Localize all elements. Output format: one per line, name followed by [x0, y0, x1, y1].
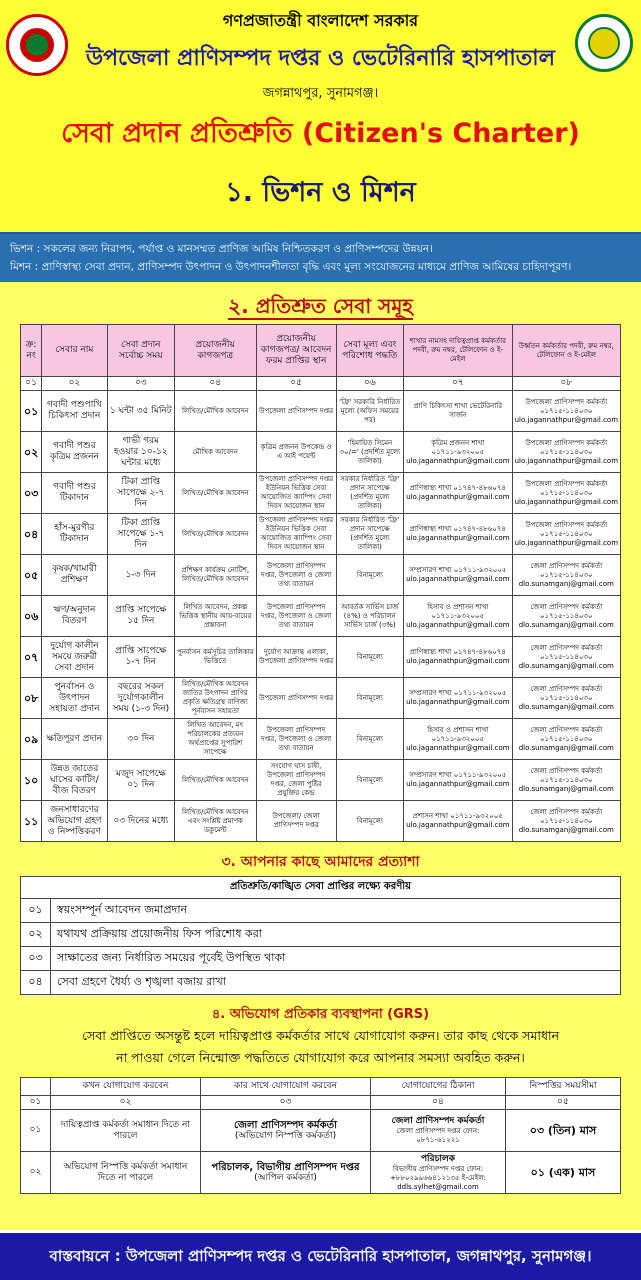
grs-who-subtitle: (আপিল কর্মকর্তা): [254, 1172, 317, 1183]
vision-text: ভিশন : সকলের জন্য নিরাপদ, পর্যাপ্ত ও মানসম্মত প্রাণিজ আমিষ নিশ্চিতকরণ ও প্রাণিসম্পদের উন্নয়ন।: [10, 243, 433, 255]
section1-title: ১. ভিশন ও মিশন: [225, 177, 416, 208]
service-documents: প্রশিক্ষণ কার্যক্রম নোটিশ, লিখিত/মৌখিক আবেদন: [175, 555, 257, 596]
column-number: ০২: [42, 377, 107, 391]
service-officer: প্রশাসন শাখা ০১৭১১-৯৩২০০৫ ulo.jagannathpur@gmail.com: [404, 801, 513, 842]
service-documents: মৌখিক আবেদন: [175, 432, 257, 473]
service-fee: বিনামূল্যে: [336, 678, 403, 719]
service-serial: ১১: [21, 801, 42, 842]
service-serial: ০৪: [21, 514, 42, 555]
expectation-number: ০১: [21, 899, 51, 923]
expectations-table: [20, 876, 621, 995]
column-number: ০৮: [512, 377, 620, 391]
service-place: কৃত্রিম প্রজনন উপকেন্দ্র ও এ আই পয়েন্ট: [256, 432, 336, 473]
grs-column-number: ০২: [51, 1096, 201, 1110]
column-number: ০৪: [175, 377, 257, 391]
service-name: জনসাধারণের অভিযোগ গ্রহণ ও নিষ্পত্তিকরণ: [42, 801, 107, 842]
service-senior-officer: উপজেলা প্রাণিসম্পদ কর্মকর্তা ০১৭১৫-১১৪০৩০ ulo.jagannathpur@gmail.com: [512, 514, 620, 555]
footer-banner: বাস্তবায়নে : উপজেলা প্রাণিসম্পদ দপ্তর ও ভেটেরিনারি হাসপাতাল, জগন্নাথপুর, সুনামগঞ্জ।: [0, 1230, 641, 1280]
service-documents: পুনর্বাসন কর্মসূচির তালিকার ভিত্তিতে: [175, 637, 257, 678]
service-name: পুনর্বাসন ও উৎপাদন সহায়তা প্রদান: [42, 678, 107, 719]
service-time: ১ ঘন্টা ৩৫ মিনিট: [107, 391, 174, 432]
services-table: [20, 324, 621, 842]
service-fee: সরকার নির্ধারিত 'ফ্রি' প্রদান সাপেক্ষে (প্রদর্শিত মূল্যে তালিকা): [336, 514, 403, 555]
grs-when: অভিযোগ নিস্পত্তি কর্মকর্তা সমাধান দিতে না পারলে: [51, 1152, 201, 1194]
service-documents: লিখিত আবেদন, মৎ পরিচালকের প্রত্যয়ন অর্থপ্রাপ্তের সুপারিশ সাপেক্ষে: [175, 719, 257, 760]
service-name: হাঁস-মুরগীর টিকাদান: [42, 514, 107, 555]
service-row: [21, 432, 621, 473]
service-time: প্রাপ্তি সাপেক্ষে ১-৭ দিন: [107, 637, 174, 678]
service-serial: ০৭: [21, 637, 42, 678]
service-officer: সম্প্রসারণ শাখা ০১৭১১-৯৩২০০৫ ulo.jagannathpur@gmail.com: [404, 678, 513, 719]
expectation-number: ০২: [21, 923, 51, 947]
service-officer: হিসাব ও প্রশাসন শাখা ০১৭১১-৯৩২০০৫ ulo.jagannathpur@gmail.com: [404, 596, 513, 637]
expectations-header-row: [21, 877, 621, 899]
header-cell: প্রয়োজনীয় কাগজপত্র/ আবেদন ফরম প্রাপ্তির স্থান: [256, 325, 336, 377]
service-senior-officer: জেলা প্রাণিসম্পদ কর্মকর্তা ০১৭১৫-১১৪০৩০ dlo.sunamganj@gmail.com: [512, 596, 620, 637]
service-row: [21, 391, 621, 432]
office-title: উপজেলা প্রাণিসম্পদ দপ্তর ও ভেটেরিনারি হাসপাতাল: [85, 46, 556, 71]
charter-title: সেবা প্রদান প্রতিশ্রুতি (Citizen's Charter): [61, 118, 580, 149]
header-cell: সেবা মূল্য এবং পরিশোধ পদ্ধতি: [336, 325, 403, 377]
service-senior-officer: উপজেলা প্রাণিসম্পদ কর্মকর্তা ০১৭১৫-১১৪০৩০ ulo.jagannathpur@gmail.com: [512, 432, 620, 473]
grs-header-cell: কখন যোগাযোগ করবেন: [51, 1078, 201, 1096]
service-fee: আবর্তক সার্ভিস চার্জ (৪%) ও পরিচালন সার্ভিস চার্জ (৩%): [336, 596, 403, 637]
service-time: টিকা প্রাপ্তি সাপেক্ষে ২-৭ দিন: [107, 473, 174, 514]
service-documents: লিখিত/মৌখিক আবেদন: [175, 391, 257, 432]
grs-column-number: ০৩: [201, 1096, 371, 1110]
section4-title: ৪. অভিযোগ প্রতিকার ব্যবস্থাপনা (GRS): [211, 1007, 430, 1022]
expectation-text: যথাযথ প্রক্রিয়ায় প্রয়োজনীয় ফিস পরিশোধ করা: [51, 923, 621, 947]
header: [0, 0, 641, 232]
grs-address-detail: জেলা প্রাণিসম্পদ দপ্তর ফোন: ০৮৭১-৬১২২১: [396, 1127, 480, 1144]
service-name: কৃষক/খামারী প্রশিক্ষণ: [42, 555, 107, 596]
header-cell: ক্র: নং: [21, 325, 42, 377]
expectation-text: সাক্ষাতের জন্য নির্ধারিত সময়ের পূর্বেই উপস্থিত থাকা: [51, 947, 621, 971]
seal-map-icon: [26, 34, 48, 56]
grs-who-title: পরিচালক, বিভাগীয় প্রাণিসম্পদ দপ্তর: [211, 1161, 360, 1173]
expectation-row: [21, 899, 621, 923]
grs-address: [371, 1152, 506, 1194]
service-fee: বিনামূল্যে: [336, 801, 403, 842]
service-documents: লিখিত/মৌখিক আবেদন এবং সংশ্লিষ্ট প্রমাণক ডকুমেন্ট: [175, 801, 257, 842]
grs-row: [21, 1152, 621, 1194]
service-place: উপজেলা প্রাণিসম্পদ দপ্তর, উপজেলা ও জেলা তথ্য বাতায়ন: [256, 719, 336, 760]
grs-body: [21, 1110, 621, 1194]
service-senior-officer: জেলা প্রাণিসম্পদ কর্মকর্তা ০১৭১৫-১১৪০৩০ dlo.sunamganj@gmail.com: [512, 555, 620, 596]
service-fee: বিনামূল্যে: [336, 555, 403, 596]
service-name: গবাদী পশুর কৃত্রিম প্রজনন: [42, 432, 107, 473]
header-cell: উর্ধ্বতন কর্মকর্তার পদবী, রুম নম্বর, টেলিফোন ও ই-মেইল: [512, 325, 620, 377]
government-title: গণপ্রজাতন্ত্রী বাংলাদেশ সরকার: [222, 11, 419, 30]
service-name: ক্ষতিপূরণ প্রদান: [42, 719, 107, 760]
header-cell: শাখার নামসহ দায়িত্বপ্রাপ্ত কর্মকর্তার পদবী, রুম নম্বর, টেলিফোন ও ই-মেইল: [404, 325, 513, 377]
service-place: উপজেলা প্রাণিসম্পদ দপ্তর, উপজেলা ও জেলা তথ্য বাতায়ন: [256, 555, 336, 596]
service-serial: ০৩: [21, 473, 42, 514]
government-seal-logo: [6, 14, 68, 76]
service-documents: লিখিত/মৌখিক আবেদন: [175, 760, 257, 801]
service-row: [21, 678, 621, 719]
service-time: টিকা প্রাপ্তি সাপেক্ষে ১-৭ দিন: [107, 514, 174, 555]
services-header-row: [21, 325, 621, 377]
service-serial: ০৫: [21, 555, 42, 596]
service-fee: বিনামূল্যে: [336, 637, 403, 678]
service-row: [21, 637, 621, 678]
service-senior-officer: জেলা প্রাণিসম্পদ কর্মকর্তা ০১৭১৫-১১৪০৩০ dlo.sunamganj@gmail.com: [512, 719, 620, 760]
service-fee: বিনামূল্যে: [336, 760, 403, 801]
service-fee: সরকার নির্ধারিত 'ফ্রি' প্রদান সাপেক্ষে (প্রদর্শিত মূল্যে তালিকা): [336, 473, 403, 514]
grs-header-cell: কার সাথে যোগাযোগ করবেন: [201, 1078, 371, 1096]
services-body: [21, 391, 621, 842]
expectation-row: [21, 947, 621, 971]
column-number: ০৭: [404, 377, 513, 391]
column-number: ০১: [21, 377, 42, 391]
grs-table: [20, 1077, 621, 1194]
service-officer: সম্প্রসারণ শাখা ০১৭১১-৯৩২০০৫ ulo.jagannathpur@gmail.com: [404, 555, 513, 596]
section3-title: ৩. আপনার কাছে আমাদের প্রত্যাশা: [221, 854, 420, 870]
service-place: সংযোগ ঘাস চাষী, উপজেলা প্রাণিসম্পদ দপ্তর, জেলা পুষ্টির প্রযুক্তির কেন্দ্র: [256, 760, 336, 801]
service-officer: প্রাণিস্বাস্থ্য শাখা ০১৭৪৭-৪৮৬০৭৪ ulo.jagannathpur@gmail.com: [404, 473, 513, 514]
service-time: প্রাপ্তি সাপেক্ষে ১৫ দিন: [107, 596, 174, 637]
grs-address: [371, 1110, 506, 1152]
grs-intro-line: না পাওয়া গেলে নিন্মোক্ত পদ্ধতিতে যোগাযোগ করে আপনার সমস্যা অবহিত করুন।: [116, 1050, 525, 1065]
grs-address-title: পরিচালক: [420, 1153, 456, 1164]
service-senior-officer: জেলা প্রাণিসম্পদ কর্মকর্তা ০১৭১৫-১১৪০৩০ dlo.sunamganj@gmail.com: [512, 760, 620, 801]
service-name: গবাদী পশুপাখি চিকিৎসা প্রদান: [42, 391, 107, 432]
grs-who-title: জেলা প্রাণিসম্পদ কর্মকর্তা: [234, 1119, 337, 1131]
service-name: দুর্যোগ কালীন সময়ে জরুরী সেবা প্রদান: [42, 637, 107, 678]
grs-number-row: [21, 1096, 621, 1110]
grs-header-cell: নিস্পত্তির সময়সীমা: [506, 1078, 621, 1096]
header-cell: সেবার নাম: [42, 325, 107, 377]
service-serial: ০২: [21, 432, 42, 473]
grs-column-number: ০৪: [371, 1096, 506, 1110]
vision-mission-banner: [0, 232, 641, 282]
service-fee: বিনামূল্যে: [336, 719, 403, 760]
service-documents: লিখিত/মৌখিক আবেদন: [175, 473, 257, 514]
grs-header-row: [21, 1078, 621, 1096]
service-senior-officer: জেলা প্রাণিসম্পদ কর্মকর্তা ০১৭১৫-১১৪০৩০ dlo.sunamganj@gmail.com: [512, 637, 620, 678]
service-serial: ০৬: [21, 596, 42, 637]
service-senior-officer: উপজেলা প্রাণিসম্পদ কর্মকর্তা ০১৭১৫-১১৪০৩০ ulo.jagannathpur@gmail.com: [512, 391, 620, 432]
column-number: ০৬: [336, 377, 403, 391]
expectation-number: ০৩: [21, 947, 51, 971]
service-name: গবাদী পশুর টিকাদান: [42, 473, 107, 514]
service-place: উপজেলা প্রাণিসম্পদ দপ্তর ইউনিয়ন ভিত্তিক সেবা আয়োজিত ক্যাম্পিং সেবা দিবস আয়োজন স্থান: [256, 514, 336, 555]
service-row: [21, 555, 621, 596]
mission-text: মিশন : প্রাণিস্বাস্থ্য সেবা প্রদান, প্রাণিসম্পদ উৎপাদন ও উৎপাদনশীলতা বৃদ্ধি এবং মূল্য সংযোজনের মাধ্যমে প্রাণিজ আমিষের চাহিদাপূরণ।: [10, 261, 572, 273]
expectation-row: [21, 971, 621, 995]
service-time: ১-৩ দিন: [107, 555, 174, 596]
service-time: ০৩ দিনের মধ্যে: [107, 801, 174, 842]
column-number: ০৫: [256, 377, 336, 391]
expectation-number: ০৪: [21, 971, 51, 995]
service-serial: ০৯: [21, 719, 42, 760]
service-row: [21, 760, 621, 801]
service-row: [21, 596, 621, 637]
grs-serial: ০২: [21, 1152, 51, 1194]
service-place: উপজেলা প্রাণিসম্পদ দপ্তর: [256, 678, 336, 719]
service-time: মজুদ সাপেক্ষে ০১ দিন: [107, 760, 174, 801]
service-place: উপজেলা প্রাণিসম্পদ দপ্তর ইউনিয়ন ভিত্তিক সেবা আয়োজিত ক্যাম্পিং সেবা দিবস আয়োজন স্থান: [256, 473, 336, 514]
livestock-emblem-icon: [588, 27, 620, 59]
service-serial: ০৮: [21, 678, 42, 719]
service-time: বছরের সকল দুর্যোগকালীন সময় (১-৩ দিন): [107, 678, 174, 719]
grs-header-cell: [21, 1078, 51, 1096]
service-name: উন্নত জাতের ঘাসের কাটিং/বীজ বিতরণ: [42, 760, 107, 801]
service-senior-officer: জেলা প্রাণিসম্পদ কর্মকর্তা ০১৭১৫-১১৪০৩০ dlo.sunamganj@gmail.com: [512, 678, 620, 719]
service-row: [21, 514, 621, 555]
grs-address-detail: বিভাগীয় প্রাণিসম্পদ দপ্তর ফোন: +৮৮০২৯৯৬৬৪১২১৩৫ ই-মেইল: ddls.sylhet@gmail.com: [390, 1164, 486, 1191]
grs-who-subtitle: (অভিযোগ নিস্পত্তি কর্মকর্তা): [234, 1130, 337, 1141]
service-place: দুর্যোগ আক্রান্ত এলাকা, উপজেলা প্রাণিসম্পদ দপ্তর: [256, 637, 336, 678]
service-time: ৩০ দিন: [107, 719, 174, 760]
grs-who: [201, 1110, 371, 1152]
service-name: ঋণ/অনুদান বিতরণ: [42, 596, 107, 637]
service-officer: সম্প্রসারণ শাখা ০১৭১১-৯৩২০০৫ ulo.jagannathpur@gmail.com: [404, 760, 513, 801]
service-documents: লিখিত/মৌখিক আবেদন: [175, 514, 257, 555]
expectations-header: প্রতিশ্রুতি/কাঙ্খিত সেবা প্রাপ্তির লক্ষ্যে করণীয়: [21, 877, 621, 899]
grs-column-number: ০১: [21, 1096, 51, 1110]
grs-serial: ০১: [21, 1110, 51, 1152]
service-officer: প্রাণি চিকিৎসা শাখা ভেটেরিনারি সার্জন: [404, 391, 513, 432]
service-senior-officer: জেলা প্রাণিসম্পদ কর্মকর্তা ০১৭১৫-১১৪০৩০ dlo.sunamganj@gmail.com: [512, 801, 620, 842]
service-documents: লিখিত/মৌখিক আবেদন জাতির উৎপাদন প্রাণির প্রকৃতি ক্ষতিগ্রস্থ বাণিজ্য পূর্নবাসন সহায়তা: [175, 678, 257, 719]
grs-intro: [0, 1025, 641, 1075]
livestock-department-logo: [575, 14, 633, 72]
service-officer: কৃত্রিম প্রজনন শাখা ০১৭১১-৯৩২০০৫ ulo.jagannathpur@gmail.com: [404, 432, 513, 473]
service-senior-officer: উপজেলা প্রাণিসম্পদ কর্মকর্তা ০১৭১৫-১১৪০৩০ ulo.jagannathpur@gmail.com: [512, 473, 620, 514]
service-documents: লিখিত আবেদন, প্রকল্প ভিত্তিক স্থানীয় আয়-ব্যয়ের প্রস্তাবনা: [175, 596, 257, 637]
column-number: ০৩: [107, 377, 174, 391]
grs-intro-line: সেবা প্রাপ্তিতে অসন্তুষ্ট হলে দায়িত্বপ্রাপ্ত কর্মকর্তার সাথে যোগাযোগ করুন। তার কাছ থেকে সমাধান: [81, 1028, 560, 1043]
service-officer: হিসাব ও প্রশাসন শাখা ০১৭১১-৯৩২০০৫ ulo.jagannathpur@gmail.com: [404, 719, 513, 760]
grs-who: [201, 1152, 371, 1194]
grs-resolution-time: ০৩ (তিন) মাস: [506, 1110, 621, 1152]
grs-row: [21, 1110, 621, 1152]
section2-title: ২. প্রতিশ্রুত সেবা সমূহ: [228, 294, 413, 318]
service-row: [21, 801, 621, 842]
service-place: উপজেলা প্রাণিসম্পদ দপ্তর: [256, 391, 336, 432]
grs-address-title: জেলা প্রাণিসম্পদ কর্মকর্তা: [391, 1116, 485, 1126]
service-place: উপজেলা প্রাণিসম্পদ দপ্তর, উপজেলা ও জেলা তথ্য বাতায়ন: [256, 596, 336, 637]
grs-when: দায়িত্বপ্রাপ্ত কর্মকর্তা সমাধান দিতে না পারলে: [51, 1110, 201, 1152]
service-officer: প্রাণিস্বাস্থ্য শাখা ০১৭৪৭-৪৮৬০৭৪ ulo.jagannathpur@gmail.com: [404, 637, 513, 678]
service-place: উপজেলা/ জেলা প্রাণিসম্পদ দপ্তর: [256, 801, 336, 842]
services-number-row: [21, 377, 621, 391]
service-fee: 'হিমায়িত সিমেন ৩০/=' (প্রদর্শিত মূল্যে তালিকা): [336, 432, 403, 473]
service-serial: ১০: [21, 760, 42, 801]
header-cell: সেবা প্রদান সর্বোচ্চ সময়: [107, 325, 174, 377]
service-row: [21, 719, 621, 760]
service-row: [21, 473, 621, 514]
expectation-row: [21, 923, 621, 947]
expectations-body: [21, 899, 621, 995]
service-time: গাভী গরম হওয়ার ১০-১২ ঘন্টার মধ্যে: [107, 432, 174, 473]
expectation-text: সেবা গ্রহণে ধৈর্য্য ও শৃঙ্খলা বজায় রাখা: [51, 971, 621, 995]
service-fee: 'ফ্রি' সরকারি নির্ধারিত মূল্যে (অফিস সময়ের পর): [336, 391, 403, 432]
section2-heading: [0, 282, 641, 324]
service-serial: ০১: [21, 391, 42, 432]
header-cell: প্রয়োজনীয় কাগজপত্র: [175, 325, 257, 377]
grs-resolution-time: ০১ (এক) মাস: [506, 1152, 621, 1194]
expectation-text: স্বয়ংসম্পূর্ন আবেদন জমাপ্রদান: [51, 899, 621, 923]
office-location: জগন্নাথপুর, সুনামগঞ্জ।: [262, 86, 379, 101]
grs-header-cell: যোগাযোগের ঠিকানা: [371, 1078, 506, 1096]
service-officer: প্রাণিস্বাস্থ্য শাখা ০১৭৪৭-৪৮৬০৭৪ ulo.jagannathpur@gmail.com: [404, 514, 513, 555]
grs-column-number: ০৫: [506, 1096, 621, 1110]
